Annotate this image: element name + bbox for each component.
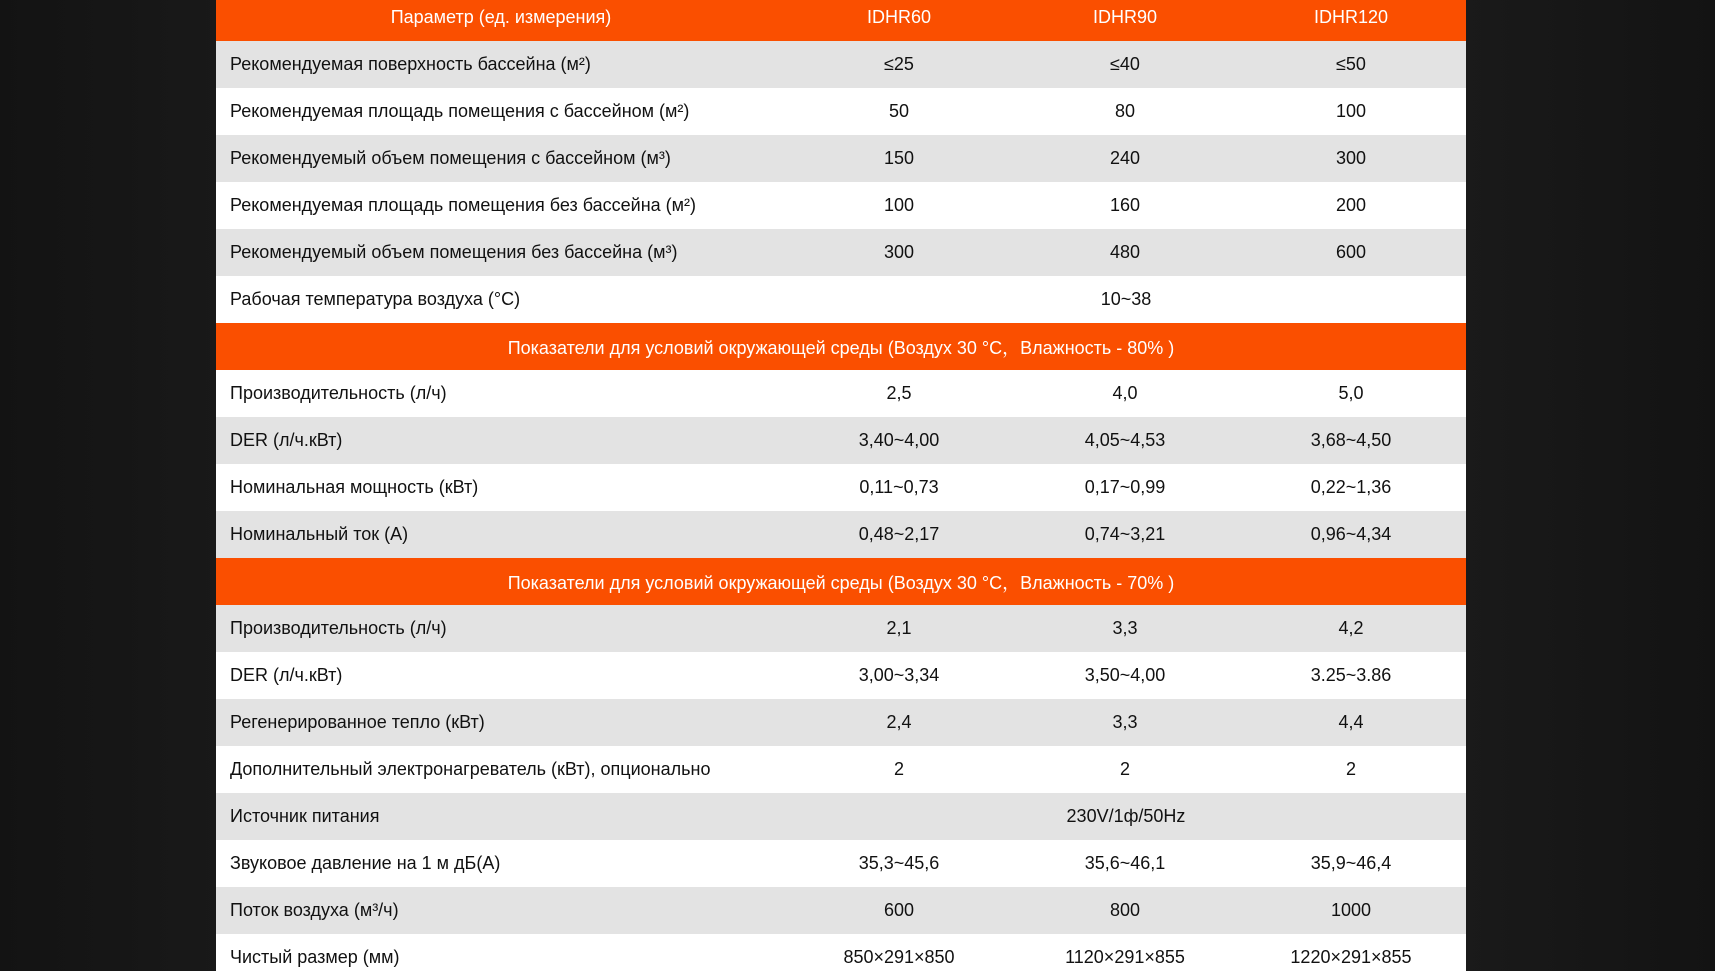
row-value-idhr90: 160 bbox=[1109, 195, 1141, 215]
row-value-idhr60: 150 bbox=[883, 148, 915, 168]
table-row bbox=[216, 746, 1466, 793]
header-idhr60: IDHR60 bbox=[866, 7, 932, 27]
table-row bbox=[216, 88, 1466, 135]
row-value-idhr120: 5,0 bbox=[1338, 383, 1364, 403]
row-value-idhr120: 3,68~4,50 bbox=[1310, 430, 1392, 450]
row-label: Номинальная мощность (кВт) bbox=[230, 477, 479, 497]
row-value-idhr120: 1220×291×855 bbox=[1290, 947, 1412, 967]
row-label: Регенерированное тепло (кВт) bbox=[230, 712, 485, 732]
table-row bbox=[216, 464, 1466, 511]
row-value-idhr60: 600 bbox=[883, 900, 915, 920]
row-value-idhr120: 4,4 bbox=[1338, 712, 1364, 732]
row-value-idhr120: 1000 bbox=[1330, 900, 1372, 920]
row-value-idhr90: 4,05~4,53 bbox=[1084, 430, 1166, 450]
header-idhr90: IDHR90 bbox=[1092, 7, 1158, 27]
row-label: Чистый размер (мм) bbox=[230, 947, 400, 967]
row-value-idhr120: 4,2 bbox=[1338, 618, 1364, 638]
row-value-idhr120: 2 bbox=[1345, 759, 1356, 779]
row-value-idhr60: ≤25 bbox=[884, 54, 914, 74]
row-value-idhr60: 100 bbox=[883, 195, 915, 215]
row-label: Звуковое давление на 1 м дБ(A) bbox=[230, 853, 501, 873]
row-label: Номинальный ток (A) bbox=[230, 524, 409, 544]
row-label: Поток воздуха (м³/ч) bbox=[230, 900, 399, 920]
table-row bbox=[216, 229, 1466, 276]
row-label: DER (л/ч.кВт) bbox=[230, 665, 343, 685]
table-row bbox=[216, 699, 1466, 746]
row-value-idhr90: 3,3 bbox=[1112, 712, 1138, 732]
spec-table bbox=[216, 0, 1466, 971]
row-value-idhr60: 3,00~3,34 bbox=[858, 665, 940, 685]
table-row bbox=[216, 135, 1466, 182]
row-value-idhr120: 35,9~46,4 bbox=[1310, 853, 1392, 873]
table-row bbox=[216, 793, 1466, 840]
row-value-idhr60: 300 bbox=[883, 242, 915, 262]
row-label: Рекомендуемая площадь помещения без бассейна (м²) bbox=[230, 195, 697, 215]
row-value-idhr60: 2,5 bbox=[886, 383, 912, 403]
table-row bbox=[216, 511, 1466, 558]
row-value-idhr120: 200 bbox=[1335, 195, 1367, 215]
header-idhr120: IDHR120 bbox=[1313, 7, 1389, 27]
row-value-idhr120: 100 bbox=[1335, 101, 1367, 121]
row-label: Производительность (л/ч) bbox=[230, 383, 447, 403]
table-row bbox=[216, 887, 1466, 934]
row-value-idhr60: 2,1 bbox=[886, 618, 912, 638]
row-value-idhr90: 35,6~46,1 bbox=[1084, 853, 1166, 873]
row-value-idhr120: 3.25~3.86 bbox=[1310, 665, 1392, 685]
row-value-idhr90: 480 bbox=[1109, 242, 1141, 262]
row-value-idhr60: 850×291×850 bbox=[843, 947, 955, 967]
row-value-idhr90: 0,74~3,21 bbox=[1084, 524, 1166, 544]
table-row bbox=[216, 417, 1466, 464]
row-value-idhr60: 35,3~45,6 bbox=[858, 853, 940, 873]
row-value-all-models: 230V/1ф/50Hz bbox=[1066, 806, 1186, 826]
table-row bbox=[216, 370, 1466, 417]
row-value-idhr60: 3,40~4,00 bbox=[858, 430, 940, 450]
table-row bbox=[216, 840, 1466, 887]
row-value-idhr60: 0,11~0,73 bbox=[859, 477, 939, 497]
table-row bbox=[216, 41, 1466, 88]
row-value-idhr90: 800 bbox=[1109, 900, 1141, 920]
row-value-idhr60: 2,4 bbox=[886, 712, 912, 732]
row-label: Производительность (л/ч) bbox=[230, 618, 447, 638]
row-value-idhr120: 0,22~1,36 bbox=[1310, 477, 1392, 497]
row-label: Рекомендуемый объем помещения без бассейна (м³) bbox=[230, 242, 678, 262]
row-value-idhr120: ≤50 bbox=[1336, 54, 1366, 74]
row-label: Дополнительный электронагреватель (кВт), опционально bbox=[230, 759, 711, 779]
row-value-idhr90: 2 bbox=[1119, 759, 1130, 779]
row-value-idhr90: 240 bbox=[1109, 148, 1141, 168]
row-label: DER (л/ч.кВт) bbox=[230, 430, 343, 450]
section-band bbox=[216, 323, 1466, 370]
table-row bbox=[216, 276, 1466, 323]
table-header-row bbox=[216, 0, 1466, 41]
row-label: Рабочая температура воздуха (°C) bbox=[230, 289, 521, 309]
row-value-idhr90: 80 bbox=[1114, 101, 1136, 121]
section-band bbox=[216, 558, 1466, 605]
row-value-idhr90: 0,17~0,99 bbox=[1084, 477, 1166, 497]
table-row bbox=[216, 652, 1466, 699]
row-value-idhr120: 0,96~4,34 bbox=[1310, 524, 1392, 544]
section-band-text: Показатели для условий окружающей среды (Воздух 30 °C，Влажность - 70% ) bbox=[507, 572, 1175, 593]
row-value-idhr90: 4,0 bbox=[1112, 383, 1138, 403]
row-label: Рекомендуемая поверхность бассейна (м²) bbox=[230, 54, 591, 74]
row-value-idhr60: 0,48~2,17 bbox=[858, 524, 940, 544]
row-value-idhr60: 50 bbox=[888, 101, 910, 121]
row-value-idhr90: 1120×291×855 bbox=[1065, 947, 1185, 967]
row-value-idhr90: ≤40 bbox=[1110, 54, 1140, 74]
row-value-idhr60: 2 bbox=[893, 759, 904, 779]
table-row bbox=[216, 182, 1466, 229]
section-band-text: Показатели для условий окружающей среды (Воздух 30 °C，Влажность - 80% ) bbox=[507, 337, 1175, 358]
row-label: Рекомендуемый объем помещения с бассейном (м³) bbox=[230, 148, 671, 168]
header-parameter: Параметр (ед. измерения) bbox=[390, 7, 612, 27]
row-value-idhr120: 600 bbox=[1335, 242, 1367, 262]
row-label: Источник питания bbox=[230, 806, 380, 826]
row-value-idhr90: 3,50~4,00 bbox=[1084, 665, 1166, 685]
table-row bbox=[216, 934, 1466, 971]
table-row bbox=[216, 605, 1466, 652]
row-value-all-models: 10~38 bbox=[1100, 289, 1152, 309]
row-value-idhr90: 3,3 bbox=[1112, 618, 1138, 638]
row-value-idhr120: 300 bbox=[1335, 148, 1367, 168]
row-label: Рекомендуемая площадь помещения с бассейном (м²) bbox=[230, 101, 690, 121]
